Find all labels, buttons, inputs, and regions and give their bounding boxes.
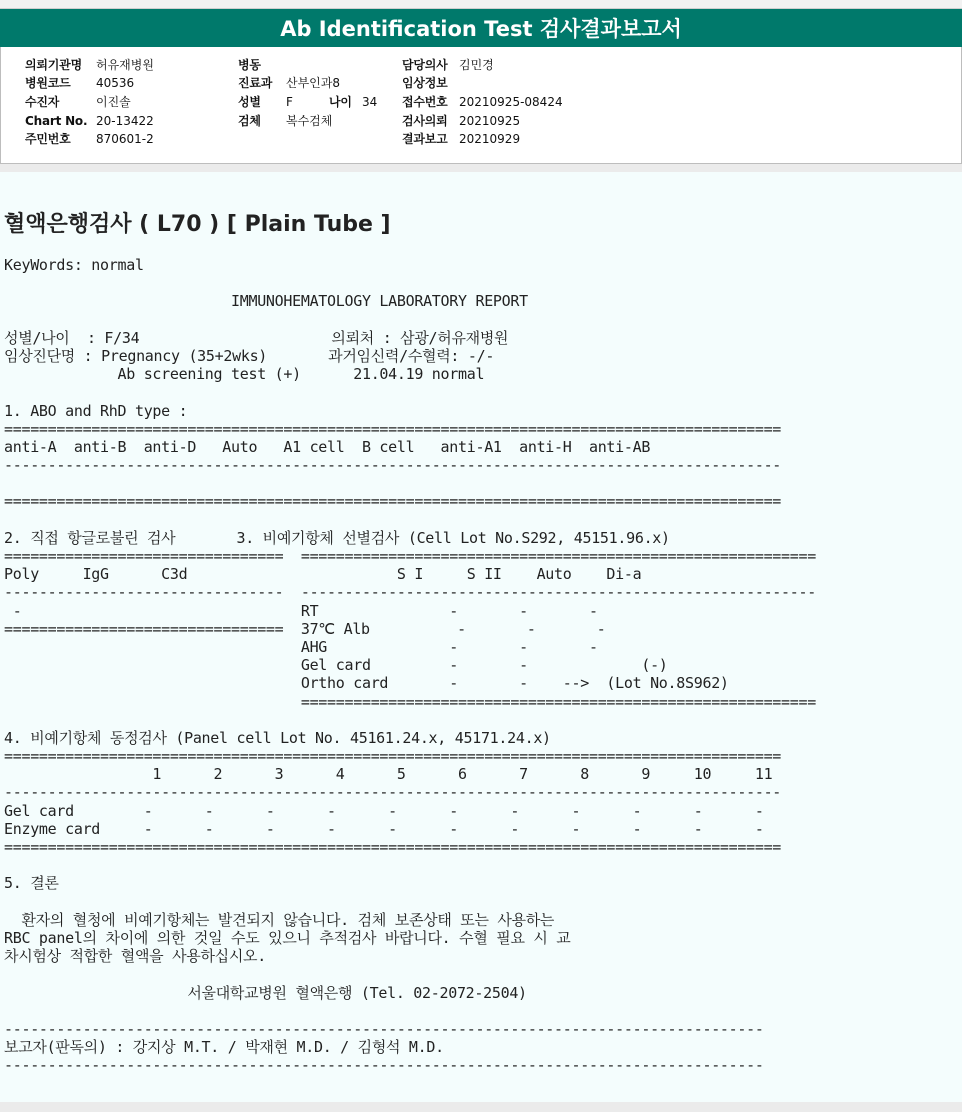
report-line: Ab screening test (+) 21.04.19 normal xyxy=(4,365,485,384)
info-value: 복수검체 xyxy=(286,114,333,128)
report-line: 5. 결론 xyxy=(4,874,59,893)
report-line: - RT - - - xyxy=(4,601,598,620)
report-line xyxy=(4,856,816,874)
report-line: 2. 직접 항글로불린 검사 3. 비예기항체 선별검사 (Cell Lot No.S292, 45151.96.x) xyxy=(4,528,670,547)
report-line: ================================ 37℃ Alb - - - xyxy=(4,619,606,638)
age-label: 나이 xyxy=(329,95,352,109)
info-label: 병원코드 xyxy=(25,76,71,90)
report-line: 차시험상 적합한 혈액을 사용하십시오. xyxy=(4,947,266,966)
report-title: 혈액은행검사 ( L70 ) [ Plain Tube ] xyxy=(4,212,391,237)
info-label: 담당의사 xyxy=(402,58,448,72)
report-line: ========================================================================================= xyxy=(4,747,782,766)
info-value: 20210925 xyxy=(459,114,521,128)
report-line: ----------------------------------------------------------------------------------------- xyxy=(4,783,782,802)
info-label: 임상정보 xyxy=(402,76,448,90)
report-line xyxy=(4,274,816,292)
report-line: 성별/나이 : F/34 의뢰처 : 삼광/허유재병원 xyxy=(4,328,509,347)
info-value: 산부인과8 xyxy=(286,76,341,90)
info-label: 결과보고 xyxy=(402,132,448,146)
info-value: 허유재병원 xyxy=(96,58,154,72)
info-value: 20-13422 xyxy=(96,114,154,128)
report-line: 1 2 3 4 5 6 7 8 9 10 11 xyxy=(4,765,773,784)
info-label: 검체 xyxy=(238,114,261,128)
report-line: AHG - - - xyxy=(4,637,598,656)
report-line: ========================================================================================= xyxy=(4,492,782,511)
report-line: KeyWords: normal xyxy=(4,256,144,274)
info-label: 주민번호 xyxy=(25,132,71,146)
report-line: Ortho card - - --> (Lot No.8S962) xyxy=(4,674,729,693)
report-line: RBC panel의 차이에 의한 것일 수도 있으니 추적검사 바랍니다. 수혈 필요 시 교 xyxy=(4,928,571,947)
header-title: Ab Identification Test 검사결과보고서 xyxy=(280,17,682,41)
report-line: ================================ =========================================================== xyxy=(4,547,816,565)
info-label: 검사의뢰 xyxy=(402,114,448,128)
report-line: Gel card - - (-) xyxy=(4,656,668,675)
info-value: 870601-2 xyxy=(96,132,154,146)
report-line: Poly IgG C3d S I S II Auto Di-a xyxy=(4,565,642,584)
info-label: 접수번호 xyxy=(402,95,448,109)
info-value: 20210925-08424 xyxy=(459,95,563,109)
report-line xyxy=(4,474,816,492)
report-line: ========================================================================================= xyxy=(4,838,782,856)
report-line xyxy=(4,711,816,729)
report-line: --------------------------------------------------------------------------------------- xyxy=(4,1056,764,1075)
info-value: F xyxy=(286,95,293,109)
report-line: 임상진단명 : Pregnancy (35+2wks) 과거임신력/수혈력: -/- xyxy=(4,346,495,365)
report-line: anti-A anti-B anti-D Auto A1 cell B cell anti-A1 anti-H anti-AB xyxy=(4,437,651,456)
report-line xyxy=(4,1002,816,1020)
report-line xyxy=(4,893,816,911)
report-line: IMMUNOHEMATOLOGY LABORATORY REPORT xyxy=(4,292,528,311)
info-label: 진료과 xyxy=(238,76,273,90)
top-strip xyxy=(0,0,962,9)
age-value: 34 xyxy=(362,95,378,109)
info-value: 이진솔 xyxy=(96,95,131,109)
info-label: 성별 xyxy=(238,95,261,109)
info-label: 의뢰기관명 xyxy=(25,58,82,72)
report-line: 환자의 혈청에 비예기항체는 발견되지 않습니다. 검체 보존상태 또는 사용하는 xyxy=(4,910,555,929)
info-label: 병동 xyxy=(238,58,261,72)
report-line: ========================================================================================= xyxy=(4,419,782,438)
report-line: 서울대학교병원 혈액은행 (Tel. 02-2072-2504) xyxy=(4,983,527,1002)
info-value: 40536 xyxy=(96,76,135,90)
report-line xyxy=(4,965,816,983)
report-header xyxy=(0,9,962,47)
report-text xyxy=(4,256,816,1074)
report-line: --------------------------------------------------------------------------------------- xyxy=(4,1019,764,1038)
info-value: 김민경 xyxy=(459,58,494,72)
report-line: Enzyme card - - - - - - - - - - - xyxy=(4,819,764,838)
report-line xyxy=(4,311,816,329)
info-label: Chart No. xyxy=(25,114,88,128)
report-line xyxy=(4,383,816,401)
info-label: 수진자 xyxy=(25,95,60,109)
report-line: ----------------------------------------------------------------------------------------- xyxy=(4,456,782,475)
report-line: 4. 비예기항체 동정검사 (Panel cell Lot No. 45161.24.x, 45171.24.x) xyxy=(4,728,551,747)
report-line: -------------------------------- ----------------------------------------------------------- xyxy=(4,583,816,602)
patient-info-panel xyxy=(0,47,962,164)
info-value: 20210929 xyxy=(459,132,521,146)
report-line: 1. ABO and RhD type : xyxy=(4,401,188,420)
report-body xyxy=(0,172,962,1102)
report-line: =========================================================== xyxy=(4,692,816,711)
report-line: Gel card - - - - - - - - - - - xyxy=(4,801,764,820)
report-line: 보고자(판독의) : 강지상 M.T. / 박재현 M.D. / 김형석 M.D. xyxy=(4,1038,444,1057)
report-line xyxy=(4,511,816,529)
